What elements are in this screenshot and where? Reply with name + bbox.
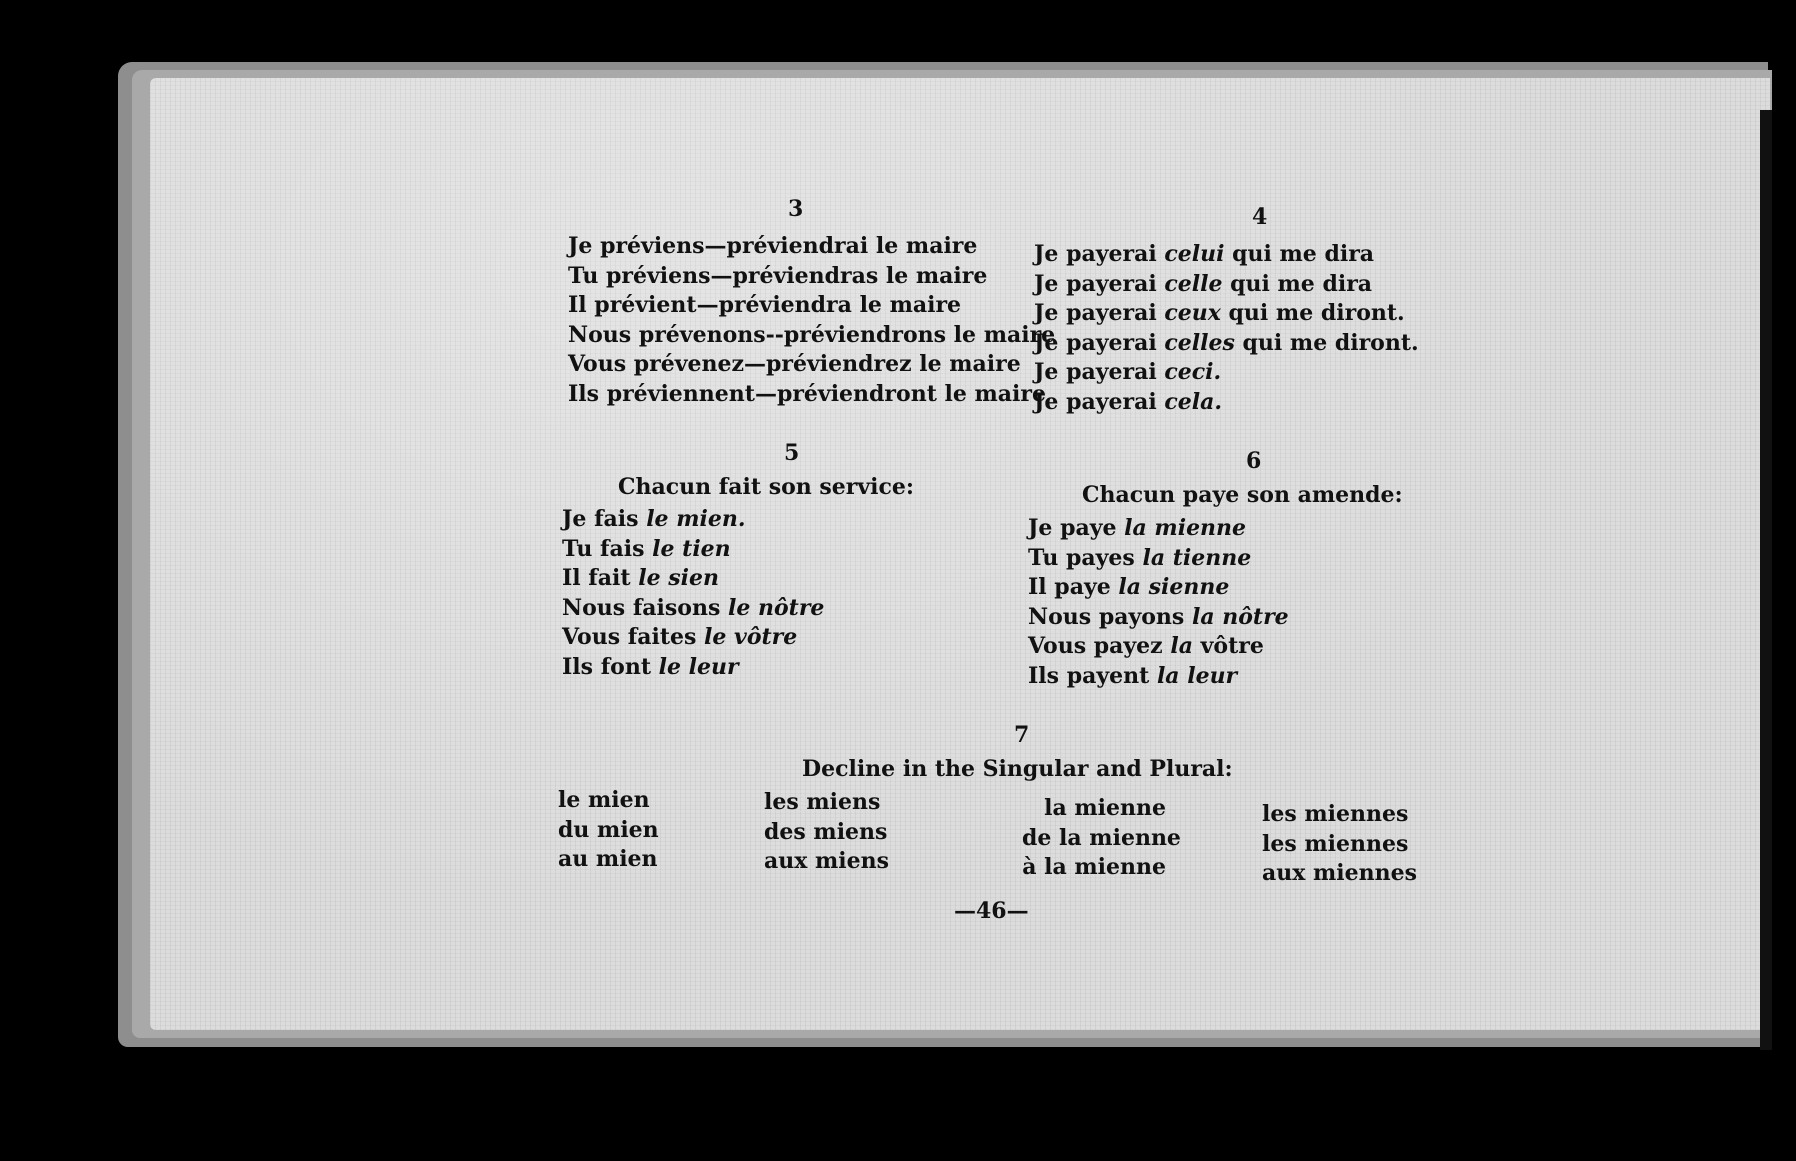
- section-4-line: Je payerai ceux qui me diront.: [1034, 300, 1405, 326]
- declension-form: de la mienne: [1022, 824, 1181, 851]
- section-number-3: 3: [788, 196, 804, 222]
- section-5-line: Vous faites le vôtre: [562, 624, 798, 650]
- declension-form: le mien: [558, 787, 650, 813]
- declension-form: des miens: [764, 818, 888, 845]
- declension-column-4: [1262, 800, 1417, 889]
- section-3-line: Il prévient—préviendra le maire: [568, 292, 962, 318]
- section-5-line: Tu fais le tien: [562, 535, 731, 562]
- declension-column-2: [764, 788, 889, 877]
- declension-form: les miens: [764, 789, 881, 815]
- section-3-line: Vous prévenez—préviendrez le maire: [568, 351, 1021, 377]
- section-3-line: Je préviens—préviendrai le maire: [568, 233, 978, 259]
- page-number: —46—: [954, 898, 1029, 924]
- declension-form: les miennes: [1262, 830, 1409, 857]
- declension-form: au mien: [558, 846, 658, 872]
- section-6-line: Nous payons la nôtre: [1028, 603, 1289, 630]
- section-6-possessives: [1028, 514, 1289, 691]
- section-number-5: 5: [784, 440, 800, 466]
- declension-form: aux miennes: [1262, 860, 1418, 886]
- declension-form: aux miens: [764, 848, 890, 874]
- page-edge: [1760, 110, 1772, 1050]
- section-number-6: 6: [1246, 448, 1262, 474]
- section-4-line: Je payerai cela.: [1034, 388, 1223, 415]
- section-4-line: Je payerai celles qui me diront.: [1034, 329, 1419, 356]
- section-3-line: Ils préviennent—préviendront le maire: [568, 380, 1047, 407]
- book-page: [150, 78, 1770, 1030]
- declension-form: les miennes: [1262, 801, 1409, 827]
- section-3-line: Tu préviens—préviendras le maire: [568, 262, 988, 289]
- section-5-line: Il fait le sien: [562, 565, 719, 591]
- section-5-line: Ils font le leur: [562, 653, 739, 680]
- section-number-4: 4: [1252, 204, 1268, 230]
- declension-form: à la mienne: [1022, 854, 1166, 880]
- section-5-line: Nous faisons le nôtre: [562, 594, 825, 621]
- declension-form: du mien: [558, 816, 659, 843]
- declension-column-1: [558, 786, 659, 875]
- section-6-line: Il paye la sienne: [1028, 574, 1230, 600]
- section-number-7: 7: [1014, 722, 1030, 748]
- section-3-conjugation: [568, 232, 1055, 409]
- declension-column-3: [1022, 794, 1181, 883]
- section-4-demonstratives: [1034, 240, 1419, 417]
- declension-form: la mienne: [1044, 795, 1166, 821]
- section-6-line: Tu payes la tienne: [1028, 544, 1252, 571]
- section-5-possessives: [562, 505, 824, 682]
- section-7-heading: Decline in the Singular and Plural:: [802, 756, 1233, 782]
- section-3-line: Nous prévenons--préviendrons le maire: [568, 321, 1056, 348]
- section-6-heading: Chacun paye son amende:: [1082, 482, 1403, 508]
- section-4-line: Je payerai ceci.: [1034, 359, 1222, 385]
- section-4-line: Je payerai celle qui me dira: [1034, 270, 1373, 297]
- section-5-heading: Chacun fait son service:: [618, 474, 915, 500]
- section-4-line: Je payerai celui qui me dira: [1034, 241, 1375, 267]
- section-6-line: Vous payez la vôtre: [1028, 633, 1264, 659]
- section-5-line: Je fais le mien.: [562, 506, 746, 532]
- section-6-line: Je paye la mienne: [1028, 515, 1247, 541]
- section-6-line: Ils payent la leur: [1028, 662, 1238, 689]
